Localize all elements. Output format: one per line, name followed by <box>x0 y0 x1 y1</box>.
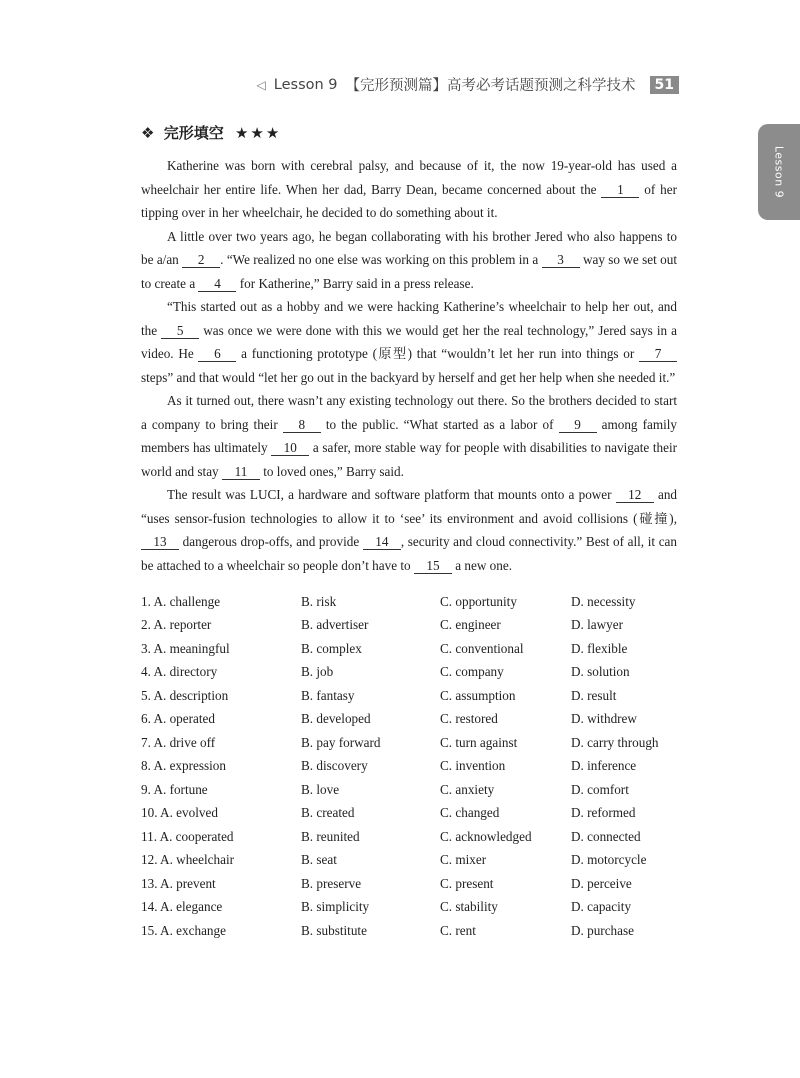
option-choice[interactable]: C. changed <box>440 805 500 821</box>
page-header <box>257 74 679 95</box>
diamond-icon: ❖ <box>141 124 155 142</box>
option-row <box>141 755 681 779</box>
options-list <box>141 590 681 943</box>
blank-6[interactable]: 6 <box>198 346 236 362</box>
option-choice[interactable]: 4. A. directory <box>141 664 218 680</box>
option-row <box>141 637 681 661</box>
passage-text: among family members has ultimately <box>141 416 677 455</box>
passage-text: Katherine was born with cerebral palsy, and because of it, the now 19-year-old has used a wheelchair her entire life. When her dad, Barry Dean, became concerned about the <box>141 158 677 197</box>
option-choice[interactable]: B. created <box>301 805 355 821</box>
option-choice[interactable]: 1. A. challenge <box>141 593 221 609</box>
section-title-text: 完形填空 <box>163 124 224 142</box>
cloze-passage <box>141 154 677 577</box>
option-choice[interactable]: C. acknowledged <box>440 828 532 844</box>
passage-text: As it turned out, there wasn’t any existing technology out there. So the brothers decided to start a company to bring their <box>141 393 677 432</box>
passage-text: steps” and that would “let her go out in the backyard by herself and get her help when she needed it.” <box>141 369 676 385</box>
option-choice[interactable]: D. inference <box>571 758 637 774</box>
passage-text: a safer, more stable way for people with disabilities to navigate their world and stay <box>141 440 678 479</box>
option-choice[interactable]: C. anxiety <box>440 781 495 797</box>
passage-text: of her tipping over in her wheelchair, he decided to do something about it. <box>141 181 678 220</box>
option-choice[interactable]: B. pay forward <box>301 734 381 750</box>
passage-text: a new one. <box>451 557 512 573</box>
passage-text: to the public. “What started as a labor of <box>320 416 559 432</box>
option-choice[interactable]: C. engineer <box>440 617 501 633</box>
option-choice[interactable]: B. seat <box>301 852 337 868</box>
option-choice[interactable]: C. opportunity <box>440 593 517 609</box>
passage-text: The result was LUCI, a hardware and software platform that mounts onto a power <box>167 487 616 502</box>
option-choice[interactable]: 5. A. description <box>141 687 229 703</box>
blank-11[interactable]: 11 <box>222 464 260 480</box>
option-choice[interactable]: D. capacity <box>571 899 632 915</box>
option-choice[interactable]: C. invention <box>440 758 506 774</box>
option-choice[interactable]: D. necessity <box>571 593 636 609</box>
option-choice[interactable]: D. carry through <box>571 734 659 750</box>
option-row <box>141 825 681 849</box>
option-choice[interactable]: 8. A. expression <box>141 758 226 774</box>
lesson-label: Lesson 9 <box>273 76 338 93</box>
option-choice[interactable]: D. solution <box>571 664 630 680</box>
section-title <box>141 122 281 143</box>
passage-text: for Katherine,” Barry said in a press release. <box>236 275 474 291</box>
passage-text: A little over two years ago, he began collaborating with his brother Jered who also happens to be a/an <box>141 228 677 267</box>
option-choice[interactable]: C. conventional <box>440 640 524 656</box>
option-choice[interactable]: C. present <box>440 875 494 891</box>
header-title: 【完形预测篇】高考必考话题预测之科学技术 <box>345 78 636 94</box>
option-choice[interactable]: D. perceive <box>571 875 632 891</box>
blank-10[interactable]: 10 <box>271 440 309 456</box>
option-row <box>141 684 681 708</box>
option-row <box>141 919 681 943</box>
option-choice[interactable]: C. assumption <box>440 687 516 703</box>
blank-13[interactable]: 13 <box>141 534 179 550</box>
option-choice[interactable]: B. reunited <box>301 828 360 844</box>
option-choice[interactable]: 6. A. operated <box>141 711 215 727</box>
option-choice[interactable]: 14. A. elegance <box>141 899 223 915</box>
passage-text: to loved ones,” Barry said. <box>259 463 404 479</box>
option-row <box>141 849 681 873</box>
blank-7[interactable]: 7 <box>639 346 677 362</box>
option-choice[interactable]: C. mixer <box>440 852 487 868</box>
passage-text: was once we were done with this we would get her the real technology,” Jered says in a video. He <box>141 322 677 361</box>
passage-paragraph <box>141 483 677 577</box>
blank-5[interactable]: 5 <box>161 323 199 339</box>
blank-9[interactable]: 9 <box>559 417 597 433</box>
passage-text: way so we set out to create a <box>141 252 677 291</box>
blank-3[interactable]: 3 <box>542 252 580 268</box>
page-number: 51 <box>650 76 679 94</box>
option-choice[interactable]: 9. A. fortune <box>141 781 208 797</box>
option-row <box>141 896 681 920</box>
passage-paragraph <box>141 295 677 389</box>
blank-8[interactable]: 8 <box>283 417 321 433</box>
passage-text: dangerous drop-offs, and provide <box>179 534 363 549</box>
option-row <box>141 614 681 638</box>
passage-text: , security and cloud connectivity.” Best of all, it can be attached to a wheelchair so people don’t have to <box>141 534 677 573</box>
option-choice[interactable]: C. rent <box>440 922 476 938</box>
option-choice[interactable]: B. advertiser <box>301 617 369 633</box>
option-choice[interactable]: D. purchase <box>571 922 634 938</box>
passage-paragraph <box>141 154 677 225</box>
option-choice[interactable]: B. simplicity <box>301 899 370 915</box>
passage-text: . “We realized no one else was working on this problem in a <box>220 252 542 267</box>
option-choice[interactable]: B. love <box>301 781 340 797</box>
option-choice[interactable]: C. company <box>440 664 504 680</box>
passage-text: “This started out as a hobby and we were hacking Katherine’s wheelchair to help her out, and the <box>141 299 677 338</box>
option-choice[interactable]: 13. A. prevent <box>141 875 216 891</box>
blank-14[interactable]: 14 <box>363 534 401 550</box>
option-choice[interactable]: 12. A. wheelchair <box>141 852 235 868</box>
option-choice[interactable]: 11. A. cooperated <box>141 828 234 844</box>
option-choice[interactable]: D. result <box>571 687 617 703</box>
blank-4[interactable]: 4 <box>198 276 236 292</box>
passage-text: and “uses sensor-fusion technologies to allow it to ‘see’ its environment and avoid collisions (碰撞), <box>141 487 678 526</box>
option-choice[interactable]: D. withdrew <box>571 711 637 727</box>
option-row <box>141 590 681 614</box>
option-choice[interactable]: B. discovery <box>301 758 368 774</box>
option-choice[interactable]: 7. A. drive off <box>141 734 216 750</box>
option-choice[interactable]: D. reformed <box>571 805 636 821</box>
passage-paragraph <box>141 389 677 483</box>
option-row <box>141 708 681 732</box>
blank-1[interactable]: 1 <box>601 182 639 198</box>
side-tab-label: Lesson 9 <box>772 145 786 199</box>
option-row <box>141 872 681 896</box>
option-choice[interactable]: C. stability <box>440 899 498 915</box>
option-row <box>141 778 681 802</box>
option-choice[interactable]: B. fantasy <box>301 687 355 703</box>
option-choice[interactable]: D. comfort <box>571 781 629 797</box>
option-choice[interactable]: B. substitute <box>301 922 367 938</box>
option-choice[interactable]: 10. A. evolved <box>141 805 218 821</box>
option-choice[interactable]: B. preserve <box>301 875 362 891</box>
option-choice[interactable]: B. risk <box>301 593 337 609</box>
triangle-left-icon: ◁ <box>256 77 266 92</box>
option-row <box>141 661 681 685</box>
difficulty-stars: ★★★ <box>234 124 282 142</box>
option-choice[interactable]: C. restored <box>440 711 498 727</box>
blank-15[interactable]: 15 <box>414 558 452 574</box>
option-choice[interactable]: D. flexible <box>571 640 628 656</box>
blank-2[interactable]: 2 <box>182 252 220 268</box>
option-row <box>141 731 681 755</box>
option-choice[interactable]: 15. A. exchange <box>141 922 226 938</box>
option-choice[interactable]: 3. A. meaningful <box>141 640 230 656</box>
option-choice[interactable]: D. lawyer <box>571 617 623 633</box>
option-choice[interactable]: C. turn against <box>440 734 518 750</box>
passage-paragraph <box>141 225 677 296</box>
option-choice[interactable]: D. connected <box>571 828 641 844</box>
option-choice[interactable]: D. motorcycle <box>571 852 647 868</box>
option-choice[interactable]: 2. A. reporter <box>141 617 212 633</box>
passage-text: a functioning prototype (原型) that “wouldn’t let her run into things or <box>236 346 639 361</box>
option-choice[interactable]: B. developed <box>301 711 371 727</box>
blank-12[interactable]: 12 <box>616 487 654 503</box>
option-choice[interactable]: B. job <box>301 664 334 680</box>
option-choice[interactable]: B. complex <box>301 640 362 656</box>
option-row <box>141 802 681 826</box>
side-tab <box>758 124 800 220</box>
